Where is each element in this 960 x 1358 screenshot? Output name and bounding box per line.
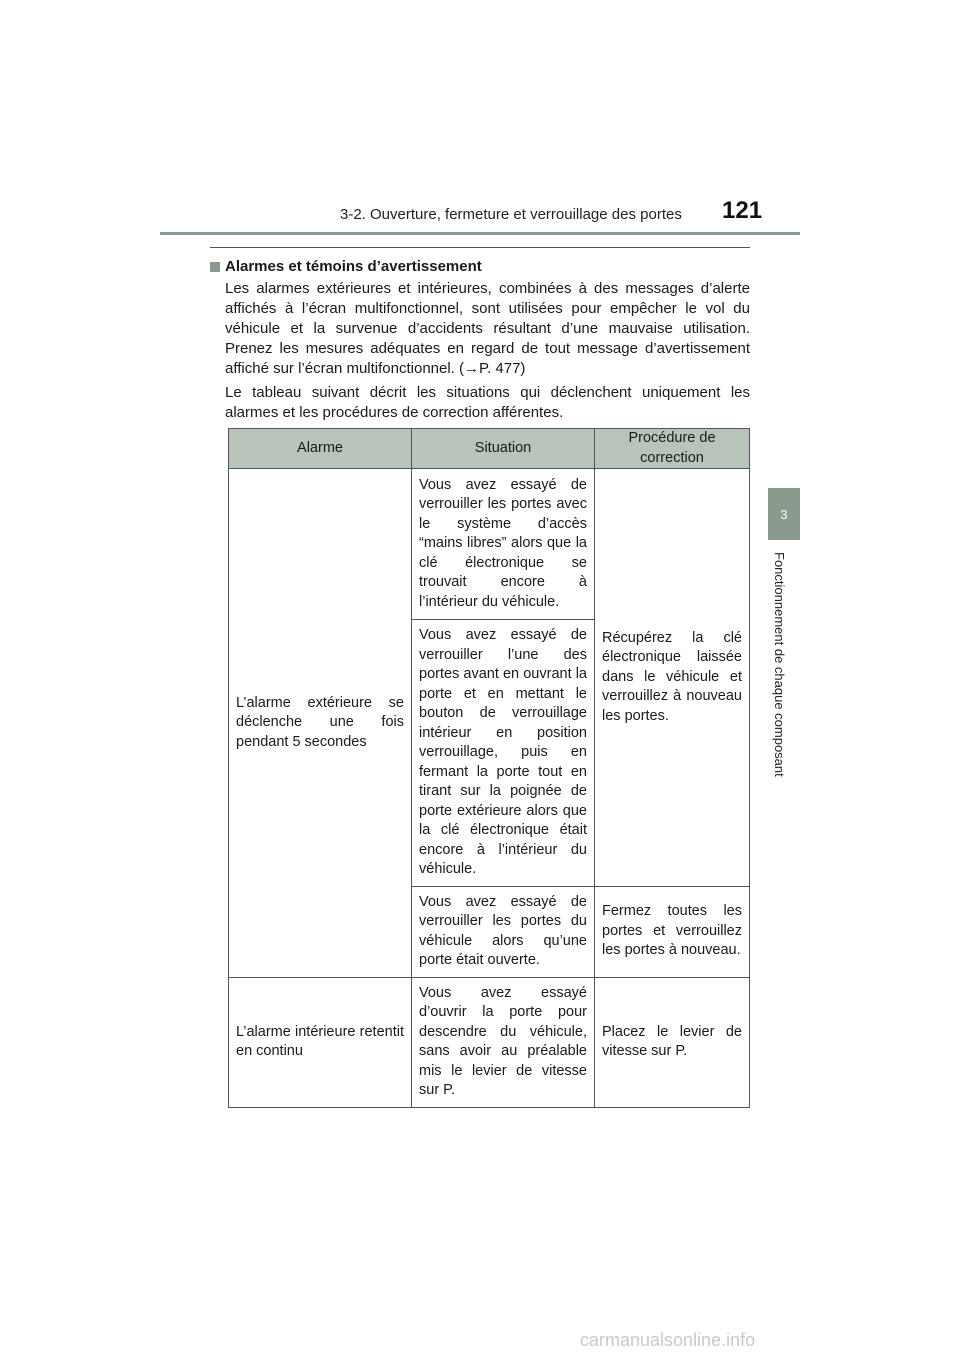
correction-cell: Fermez toutes les portes et verrouillez les portes à nouveau. (595, 886, 750, 977)
header-rule (160, 232, 800, 235)
alarm-cell: L’alarme extérieure se déclenche une fois pendant 5 secondes (229, 469, 412, 978)
intro-paragraph: Les alarmes extérieures et intérieures, combinées à des messages d’alerte affichés à l’écran multifonctionnel, sont utilisées pour empêcher le vol du véhicule et la survenue d’accidents résultant d’une mauvaise utilisation. Prenez les mesures adéquates en regard de tout message d’avertissement affiché sur l’écran multifonctionnel. (→P. 477) (225, 280, 750, 377)
content-rule (210, 247, 750, 248)
alarm-table (228, 428, 750, 1108)
header-correction: Procédure de correction (595, 429, 750, 469)
situation-cell: Vous avez essayé d’ouvrir la porte pour descendre du véhicule, sans avoir au préalable mis le levier de vitesse sur P. (412, 977, 595, 1107)
situation-cell: Vous avez essayé de verrouiller les portes du véhicule alors qu’une porte était ouverte. (412, 886, 595, 977)
situation-cell: Vous avez essayé de verrouiller l’une des portes avant en ouvrant la porte et en mettant le bouton de verrouillage intérieur en position verrouillage, puis en fermant la porte tout en tirant sur la poignée de porte extérieure alors que la clé électronique était encore à l’intérieur du véhicule. (412, 620, 595, 887)
header-alarm: Alarme (229, 429, 412, 469)
content-block (210, 258, 750, 427)
chapter-label: Fonctionnement de chaque composant (772, 552, 787, 777)
square-bullet-icon (210, 262, 220, 272)
chapter-tab: 3 (768, 488, 800, 540)
section-title: 3-2. Ouverture, fermeture et verrouillage des portes (340, 206, 682, 223)
alarm-cell: L’alarme intérieure retentit en continu (229, 977, 412, 1107)
watermark: carmanualsonline.info (580, 1330, 756, 1350)
table-intro-paragraph: Le tableau suivant décrit les situations qui déclenchent uniquement les alarmes et les procédures de correction afférentes. (225, 384, 750, 421)
page-number: 121 (722, 197, 763, 224)
correction-cell: Placez le levier de vitesse sur P. (595, 977, 750, 1107)
situation-cell: Vous avez essayé de verrouiller les portes avec le système d’accès “mains libres” alors que la clé électronique se trouvait encore à l’intérieur du véhicule. (412, 469, 595, 620)
table-row (229, 977, 750, 1107)
section-heading (210, 258, 750, 275)
table-header-row (229, 429, 750, 469)
table-row (229, 469, 750, 620)
header-situation: Situation (412, 429, 595, 469)
section-heading-text: Alarmes et témoins d’avertissement (225, 258, 482, 275)
correction-cell: Récupérez la clé électronique laissée dans le véhicule et verrouillez à nouveau les portes. (595, 469, 750, 887)
